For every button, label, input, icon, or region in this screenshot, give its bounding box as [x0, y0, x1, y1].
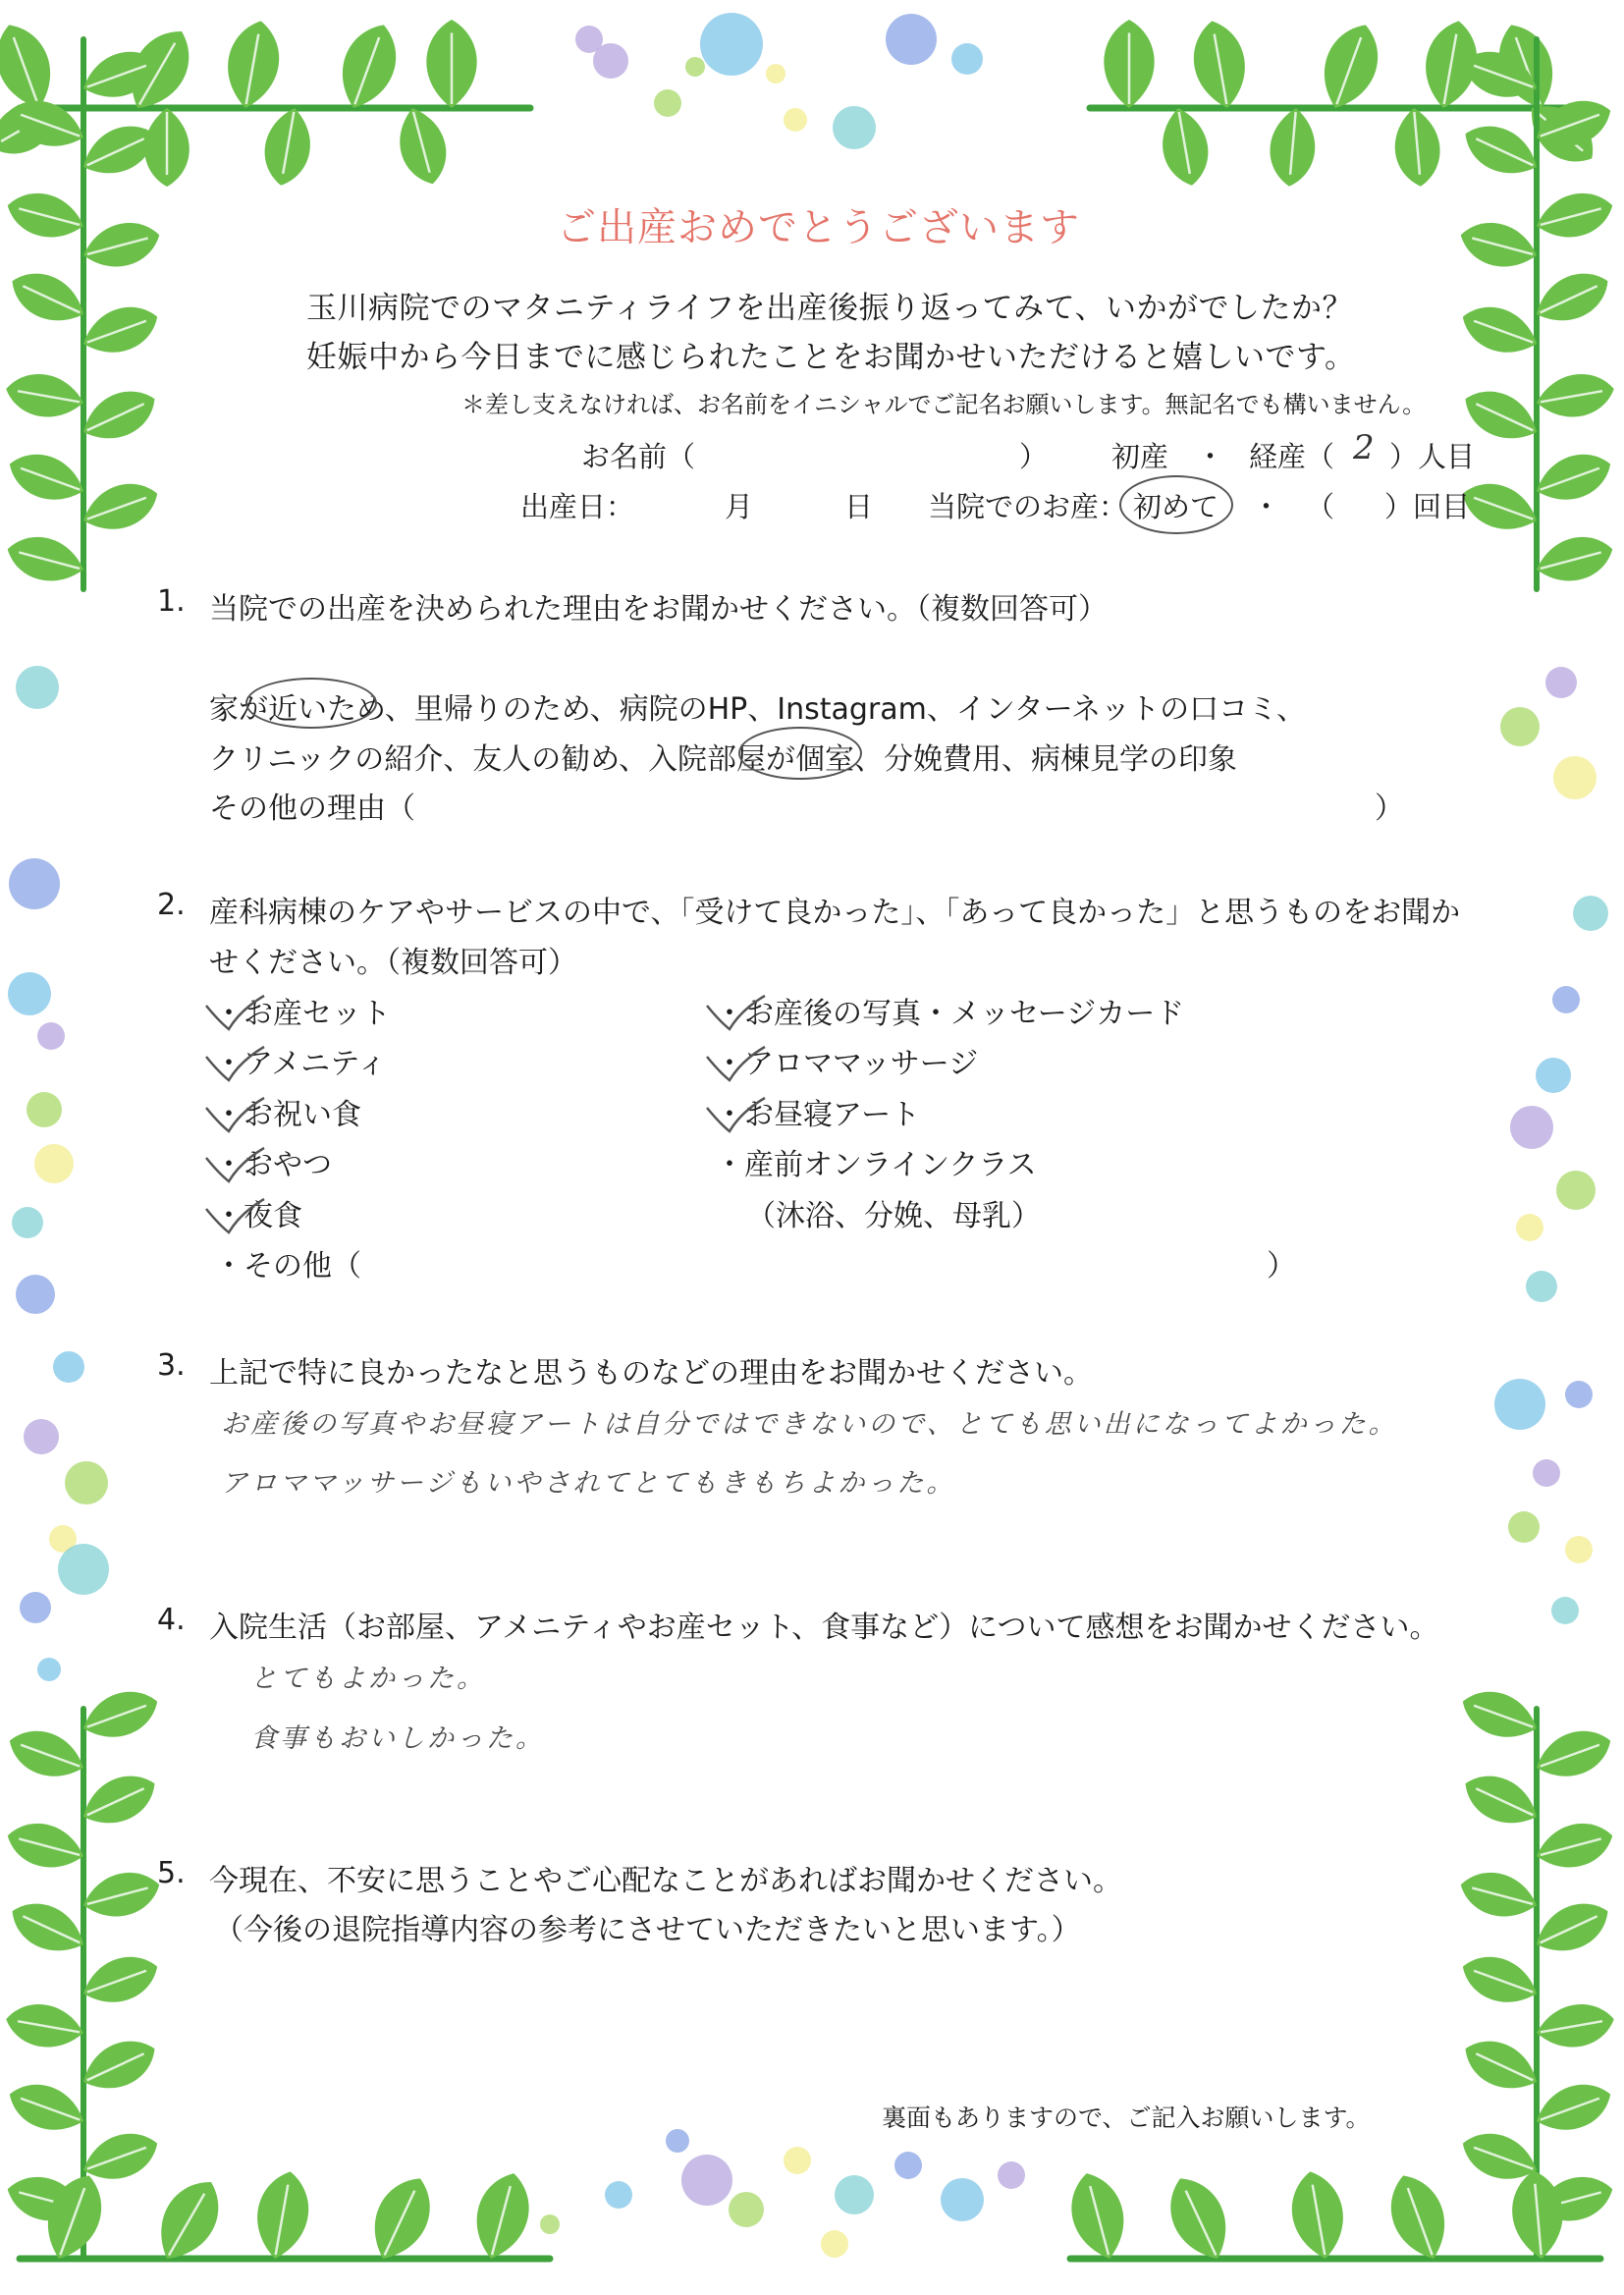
leaf — [1455, 215, 1542, 276]
leaf — [1312, 17, 1389, 117]
check-mark-night-meal — [201, 1195, 270, 1238]
check-mark-celebration-meal — [201, 1094, 270, 1137]
decor-dot — [1516, 1214, 1543, 1241]
decor-dot — [1536, 1058, 1571, 1093]
leaf — [1391, 106, 1442, 189]
decor-dot — [681, 2155, 732, 2206]
leaf — [1456, 1682, 1544, 1749]
leaf — [426, 20, 476, 108]
decor-dot — [1565, 1381, 1593, 1408]
decor-dot — [8, 972, 51, 1015]
decor-dot — [1533, 1459, 1560, 1487]
leaf — [3, 1721, 91, 1788]
decor-dot — [27, 1092, 62, 1127]
q1-number: 1. — [157, 584, 186, 619]
leaf — [1158, 2168, 1241, 2269]
decor-dot — [20, 1592, 51, 1623]
leaf — [1528, 1892, 1617, 1964]
q5-number: 5. — [157, 1856, 186, 1890]
leaf — [78, 1865, 164, 1926]
decor-dot — [941, 2178, 984, 2221]
decor-dot — [951, 43, 983, 75]
decor-dot — [1553, 756, 1597, 799]
primipara-option[interactable]: 初産 — [1111, 440, 1169, 473]
leaf — [144, 108, 189, 187]
leaf — [1456, 1947, 1544, 2014]
leaf — [3, 1998, 87, 2053]
birth-month-label: 月 — [725, 490, 754, 523]
decor-dot — [654, 89, 681, 117]
q2-option-celebration-meal[interactable]: ・お祝い食 — [214, 1098, 361, 1132]
decor-dot — [24, 1419, 59, 1454]
leaf — [75, 1765, 164, 1836]
decor-dot — [37, 1658, 61, 1681]
decor-dot — [1494, 1379, 1545, 1430]
first-time-circle-mark — [1119, 475, 1233, 534]
leaf — [1509, 2168, 1567, 2261]
check-mark-snack — [201, 1144, 270, 1187]
q1-options-line-2[interactable]: クリニックの紹介、友人の勧め、入院部屋が個室、分娩費用、病棟見学の印象 — [209, 742, 1237, 777]
leaf — [466, 2166, 538, 2265]
leaf — [1533, 368, 1617, 423]
leaf — [3, 445, 91, 512]
birth-day-label: 日 — [844, 490, 874, 523]
birth-date-label: 出産日： — [520, 490, 635, 523]
footer-note: 裏面もありますので、ご記入お願いします。 — [882, 2104, 1371, 2132]
leaf — [1533, 1998, 1617, 2053]
decor-dot — [1551, 1597, 1579, 1624]
decor-dot — [666, 2129, 689, 2153]
leaf — [75, 2030, 164, 2102]
decor-dot — [766, 64, 785, 83]
decor-dot — [9, 858, 60, 909]
q1-other-close: ） — [1375, 792, 1404, 826]
leaf — [1530, 445, 1618, 512]
leaf — [1285, 2167, 1350, 2264]
leaf — [77, 1682, 165, 1749]
q2-other-close: ） — [1267, 1249, 1296, 1284]
q2-online-class-detail: （沐浴、分娩、母乳） — [746, 1199, 1041, 1233]
leaf — [1528, 262, 1617, 334]
q1-options-line-1[interactable]: 家が近いため、里帰りのため、病院のHP、Instagram、インターネットの口コミ、 — [209, 692, 1306, 727]
decor-dot — [605, 2181, 632, 2209]
decor-dot — [1556, 1171, 1596, 1210]
decor-dot — [1552, 986, 1580, 1013]
leaf — [1531, 186, 1617, 246]
q1-text: 当院での出産を決められた理由をお聞かせください。（複数回答可） — [209, 592, 1108, 627]
option-separator: ・ — [1196, 440, 1225, 473]
decor-dot — [58, 1544, 109, 1595]
decor-dot — [16, 666, 59, 709]
q4-answer-line-1[interactable]: とてもよかった。 — [250, 1664, 486, 1694]
decor-dot — [784, 108, 807, 132]
decor-dot — [835, 2175, 874, 2214]
leaf — [259, 104, 317, 190]
decor-dot — [700, 13, 763, 76]
leaf — [250, 2167, 315, 2264]
q5-text-line-2: （今後の退院指導内容の参考にさせていただきたいと思います。） — [214, 1913, 1081, 1947]
leaf — [1157, 104, 1215, 190]
q2-text-line-1: 産科病棟のケアやサービスの中で、「受けて良かった」、「あって良かった」と思うものをお聞か — [209, 896, 1461, 930]
decor-dot — [1510, 1106, 1553, 1149]
multipara-count-value[interactable]: 2 — [1353, 428, 1375, 467]
q2-option-nap-art[interactable]: ・お昼寝アート — [715, 1098, 921, 1132]
leaf — [77, 474, 165, 541]
leaf — [1530, 2075, 1618, 2142]
leaf — [2, 529, 88, 590]
leaf — [1267, 106, 1318, 189]
decor-dot — [685, 57, 705, 77]
q2-option-aroma-massage[interactable]: ・アロママッサージ — [715, 1047, 979, 1081]
multipara-close: ）人目 — [1389, 440, 1476, 473]
leaf — [1456, 1765, 1545, 1836]
name-close: ） — [1019, 440, 1049, 473]
name-label: お名前（ — [581, 440, 696, 473]
q2-option-photo-card[interactable]: ・お産後の写真・メッセージカード — [715, 997, 1185, 1031]
intro-line-2: 妊娠中から今日までに感じられたことをお聞かせいただけると嬉しいです。 — [306, 340, 1356, 375]
decor-dot — [784, 2147, 811, 2174]
q3-answer-line-1[interactable]: お産後の写真やお昼寝アートは自分ではできないので、とても思い出になってよかった。 — [221, 1409, 1398, 1440]
leaf — [1530, 1721, 1618, 1788]
leaf — [1531, 1816, 1617, 1877]
leaf — [78, 215, 164, 276]
decor-dot — [833, 106, 876, 149]
decor-dot — [53, 1351, 84, 1383]
leaf — [2, 186, 88, 246]
q4-answer-line-2[interactable]: 食事もおいしかった。 — [250, 1723, 545, 1754]
leaf — [75, 380, 164, 452]
leaf — [1062, 2166, 1134, 2265]
decor-dot — [37, 1022, 65, 1050]
leaf — [3, 262, 92, 334]
intro-line-1: 玉川病院でのマタニティライフを出産後振り返ってみて、いかがでしたか？ — [306, 291, 1354, 326]
q2-number: 2. — [157, 888, 186, 922]
intro-note: ＊差し支えなければ、お名前をイニシャルでご記名お願いします。無記名でも構いません。 — [461, 391, 1427, 418]
q1-near-home-circle-mark — [245, 678, 377, 729]
leaf — [77, 1947, 165, 2014]
decor-dot — [821, 2230, 848, 2258]
leaf — [3, 1892, 92, 1964]
decor-dot — [1545, 667, 1577, 698]
decor-dot — [1508, 1511, 1540, 1543]
leaf — [1456, 2030, 1545, 2102]
first-time-option[interactable]: 初めて — [1133, 490, 1219, 523]
option-separator-2: ・ — [1252, 490, 1281, 523]
q1-private-room-circle-mark — [738, 727, 862, 780]
q3-answer-line-2[interactable]: アロママッサージもいやされてとてもきもちよかった。 — [221, 1468, 956, 1499]
leaf — [77, 298, 165, 364]
leaf — [330, 17, 407, 117]
leaf — [3, 368, 87, 423]
leaf — [1380, 2167, 1457, 2268]
decor-dot — [540, 2214, 560, 2234]
check-mark-amenity — [201, 1043, 270, 1086]
birth-count-close: ）回目 — [1384, 490, 1471, 523]
hospital-birth-label: 当院でのお産： — [928, 490, 1128, 523]
leaf — [360, 2168, 444, 2269]
leaf — [1531, 529, 1617, 590]
q4-text: 入院生活（お部屋、アメニティやお産セット、食事など）について感想をお聞かせください。 — [209, 1611, 1439, 1645]
leaf — [221, 17, 286, 113]
leaf — [1187, 17, 1252, 113]
q5-text-line-1: 今現在、不安に思うことやご心配なことがあればお聞かせください。 — [209, 1864, 1122, 1898]
leaf — [1456, 115, 1545, 187]
leaf — [1455, 1865, 1542, 1926]
leaf — [1104, 20, 1154, 108]
decor-dot — [16, 1275, 55, 1314]
decor-dot — [1565, 1536, 1593, 1563]
q2-option-other[interactable]: ・その他（ — [214, 1249, 361, 1284]
check-mark-aroma-massage — [702, 1043, 771, 1086]
decor-dot — [1526, 1271, 1557, 1302]
multipara-option[interactable]: 経産（ — [1249, 440, 1335, 473]
q2-option-snack[interactable]: ・おやつ — [214, 1148, 332, 1182]
q2-option-birth-set[interactable]: ・お産セット — [214, 997, 391, 1031]
check-mark-photo-card — [702, 992, 771, 1035]
decor-dot — [1500, 707, 1540, 746]
page-title: ご出産おめでとうございます — [557, 205, 1080, 250]
leaf — [3, 2075, 91, 2142]
birth-count-open: （ — [1306, 490, 1335, 523]
decor-dot — [65, 1461, 108, 1504]
decor-dot — [1573, 896, 1608, 931]
leaf — [1456, 298, 1544, 364]
q3-text: 上記で特に良かったなと思うものなどの理由をお聞かせください。 — [209, 1356, 1093, 1391]
decor-dot — [12, 1207, 43, 1238]
leaf — [2, 1816, 88, 1877]
check-mark-nap-art — [702, 1094, 771, 1137]
decor-dot — [894, 2152, 922, 2179]
q3-number: 3. — [157, 1348, 186, 1383]
q1-other-label: その他の理由（ — [209, 792, 415, 826]
leaf — [391, 102, 455, 190]
decor-dot — [575, 26, 603, 53]
decor-dot — [729, 2192, 764, 2227]
q2-text-line-2: せください。（複数回答可） — [209, 946, 577, 980]
check-mark-birth-set — [201, 992, 270, 1035]
q4-number: 4. — [157, 1603, 186, 1637]
q2-option-night-meal[interactable]: ・夜食 — [214, 1199, 302, 1233]
decor-dot — [34, 1144, 74, 1183]
q2-option-amenity[interactable]: ・アメニティ — [214, 1047, 387, 1081]
q2-option-online-class[interactable]: ・産前オンラインクラス — [715, 1148, 1037, 1182]
decor-dot — [886, 14, 937, 65]
decor-dot — [998, 2161, 1025, 2189]
